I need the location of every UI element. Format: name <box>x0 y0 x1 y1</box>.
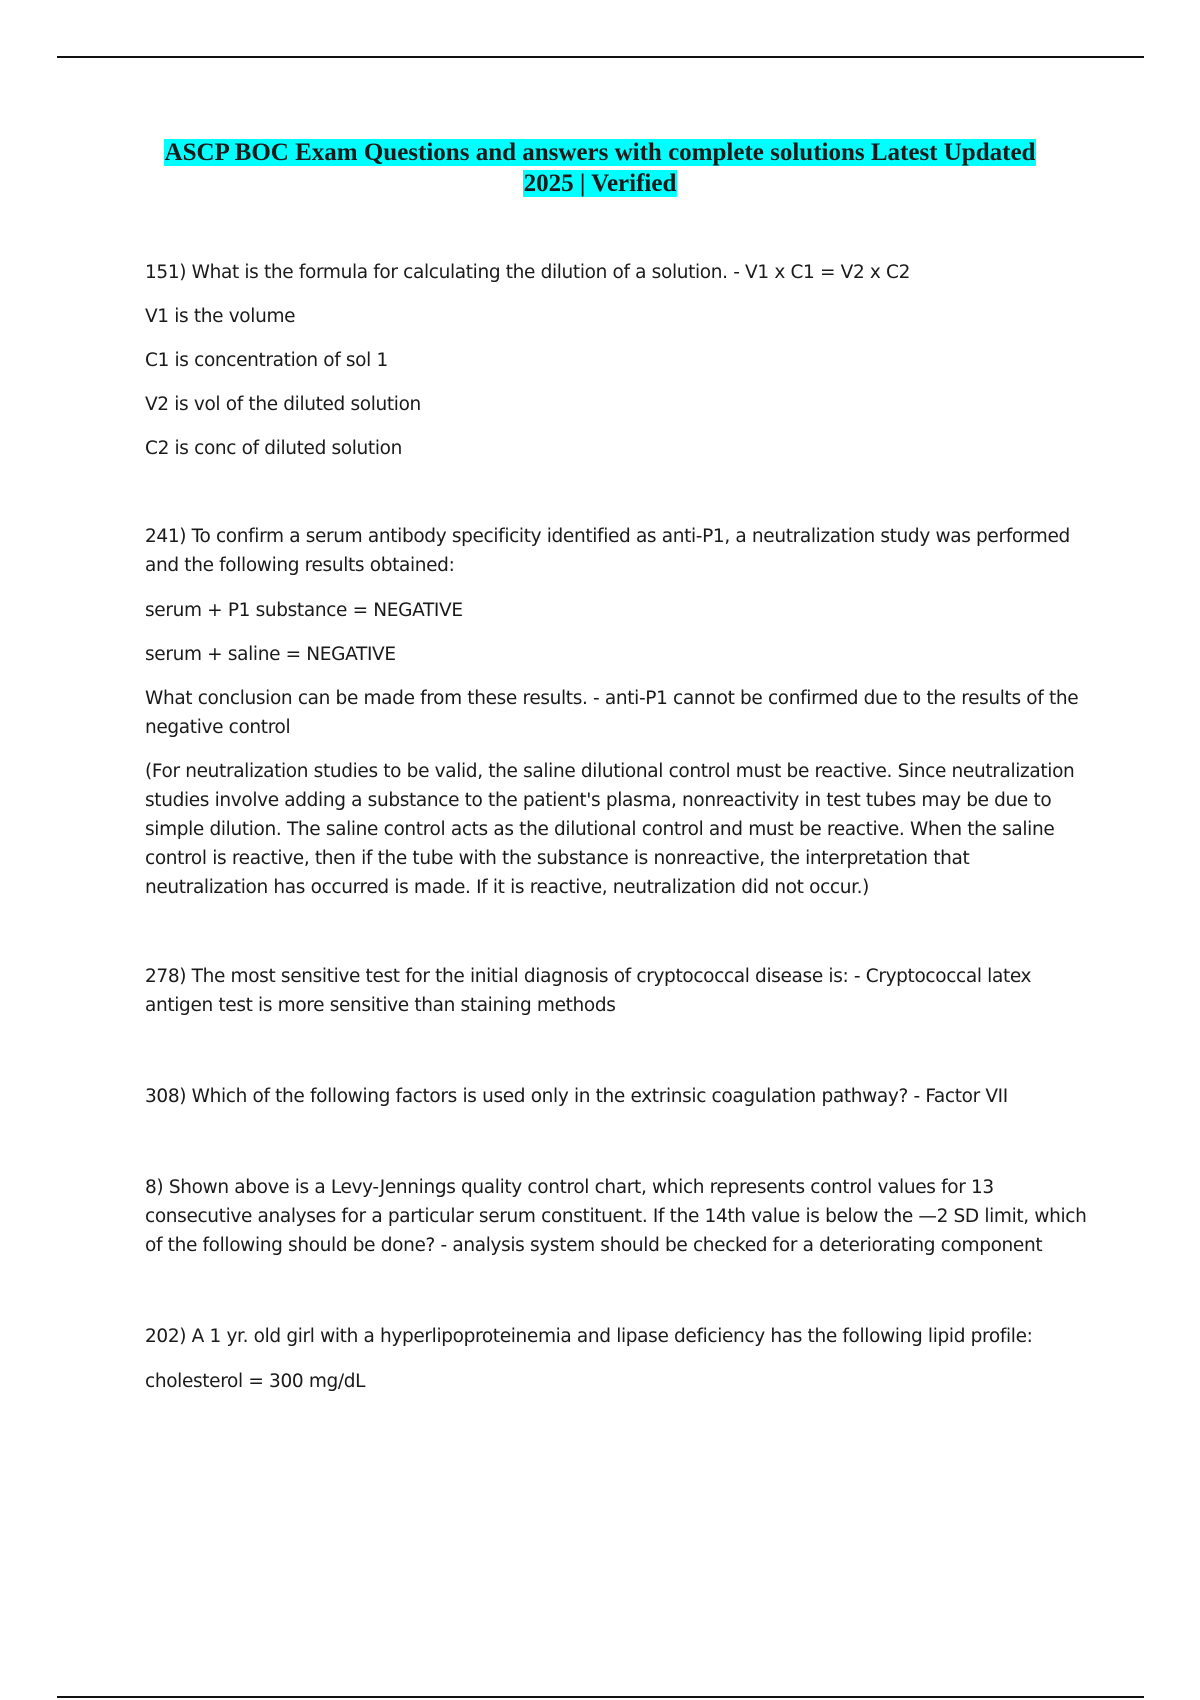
q202-cholesterol: cholesterol = 300 mg/dL <box>145 1371 366 1392</box>
document-body <box>145 258 1095 1396</box>
bottom-rule <box>57 1696 1144 1698</box>
q241-result-2: serum + saline = NEGATIVE <box>145 644 396 665</box>
q151-line-c2: C2 is conc of diluted solution <box>145 438 402 459</box>
question-151: 151) What is the formula for calculating the dilution of a solution. - V1 x C1 = V2 x C2 <box>145 262 911 283</box>
title-line-1: ASCP BOC Exam Questions and answers with complete solutions Latest Updated <box>164 139 1036 166</box>
q151-line-c1: C1 is concentration of sol 1 <box>145 350 388 371</box>
top-rule <box>57 56 1144 58</box>
question-308: 308) Which of the following factors is used only in the extrinsic coagulation pathway? - Factor VII <box>145 1086 1008 1107</box>
q241-explanation: (For neutralization studies to be valid, the saline dilutional control must be reactive. Since neutralization studies involve adding a substance to the patient's plasma, nonreactivity in test tubes may be due to simple dilution. The saline control acts as the dilutional control and must be reactive. When the saline control is reactive, then if the tube with the substance is nonreactive, the interpretation that neutralization has occurred is made. If it is reactive, neutralization did not occur.) <box>145 761 1075 898</box>
question-202: 202) A 1 yr. old girl with a hyperlipoproteinemia and lipase deficiency has the following lipid profile: <box>145 1326 1033 1347</box>
question-241: 241) To confirm a serum antibody specificity identified as anti-P1, a neutralization study was performed and the following results obtained: <box>145 526 1070 576</box>
title-line-2: 2025 | Verified <box>523 170 677 197</box>
question-278: 278) The most sensitive test for the initial diagnosis of cryptococcal disease is: - Cryptococcal latex antigen test is more sensitive than staining methods <box>145 966 1032 1016</box>
document-title <box>100 137 1100 199</box>
q151-line-v2: V2 is vol of the diluted solution <box>145 394 421 415</box>
q241-answer: What conclusion can be made from these results. - anti-P1 cannot be confirmed due to the results of the negative control <box>145 688 1079 738</box>
q241-result-1: serum + P1 substance = NEGATIVE <box>145 600 463 621</box>
q151-line-v1: V1 is the volume <box>145 306 296 327</box>
question-8: 8) Shown above is a Levy-Jennings quality control chart, which represents control values for 13 consecutive analyses for a particular serum constituent. If the 14th value is below the —2 SD limit, which of the following should be done? - analysis system should be checked for a deteriorating component <box>145 1177 1087 1256</box>
